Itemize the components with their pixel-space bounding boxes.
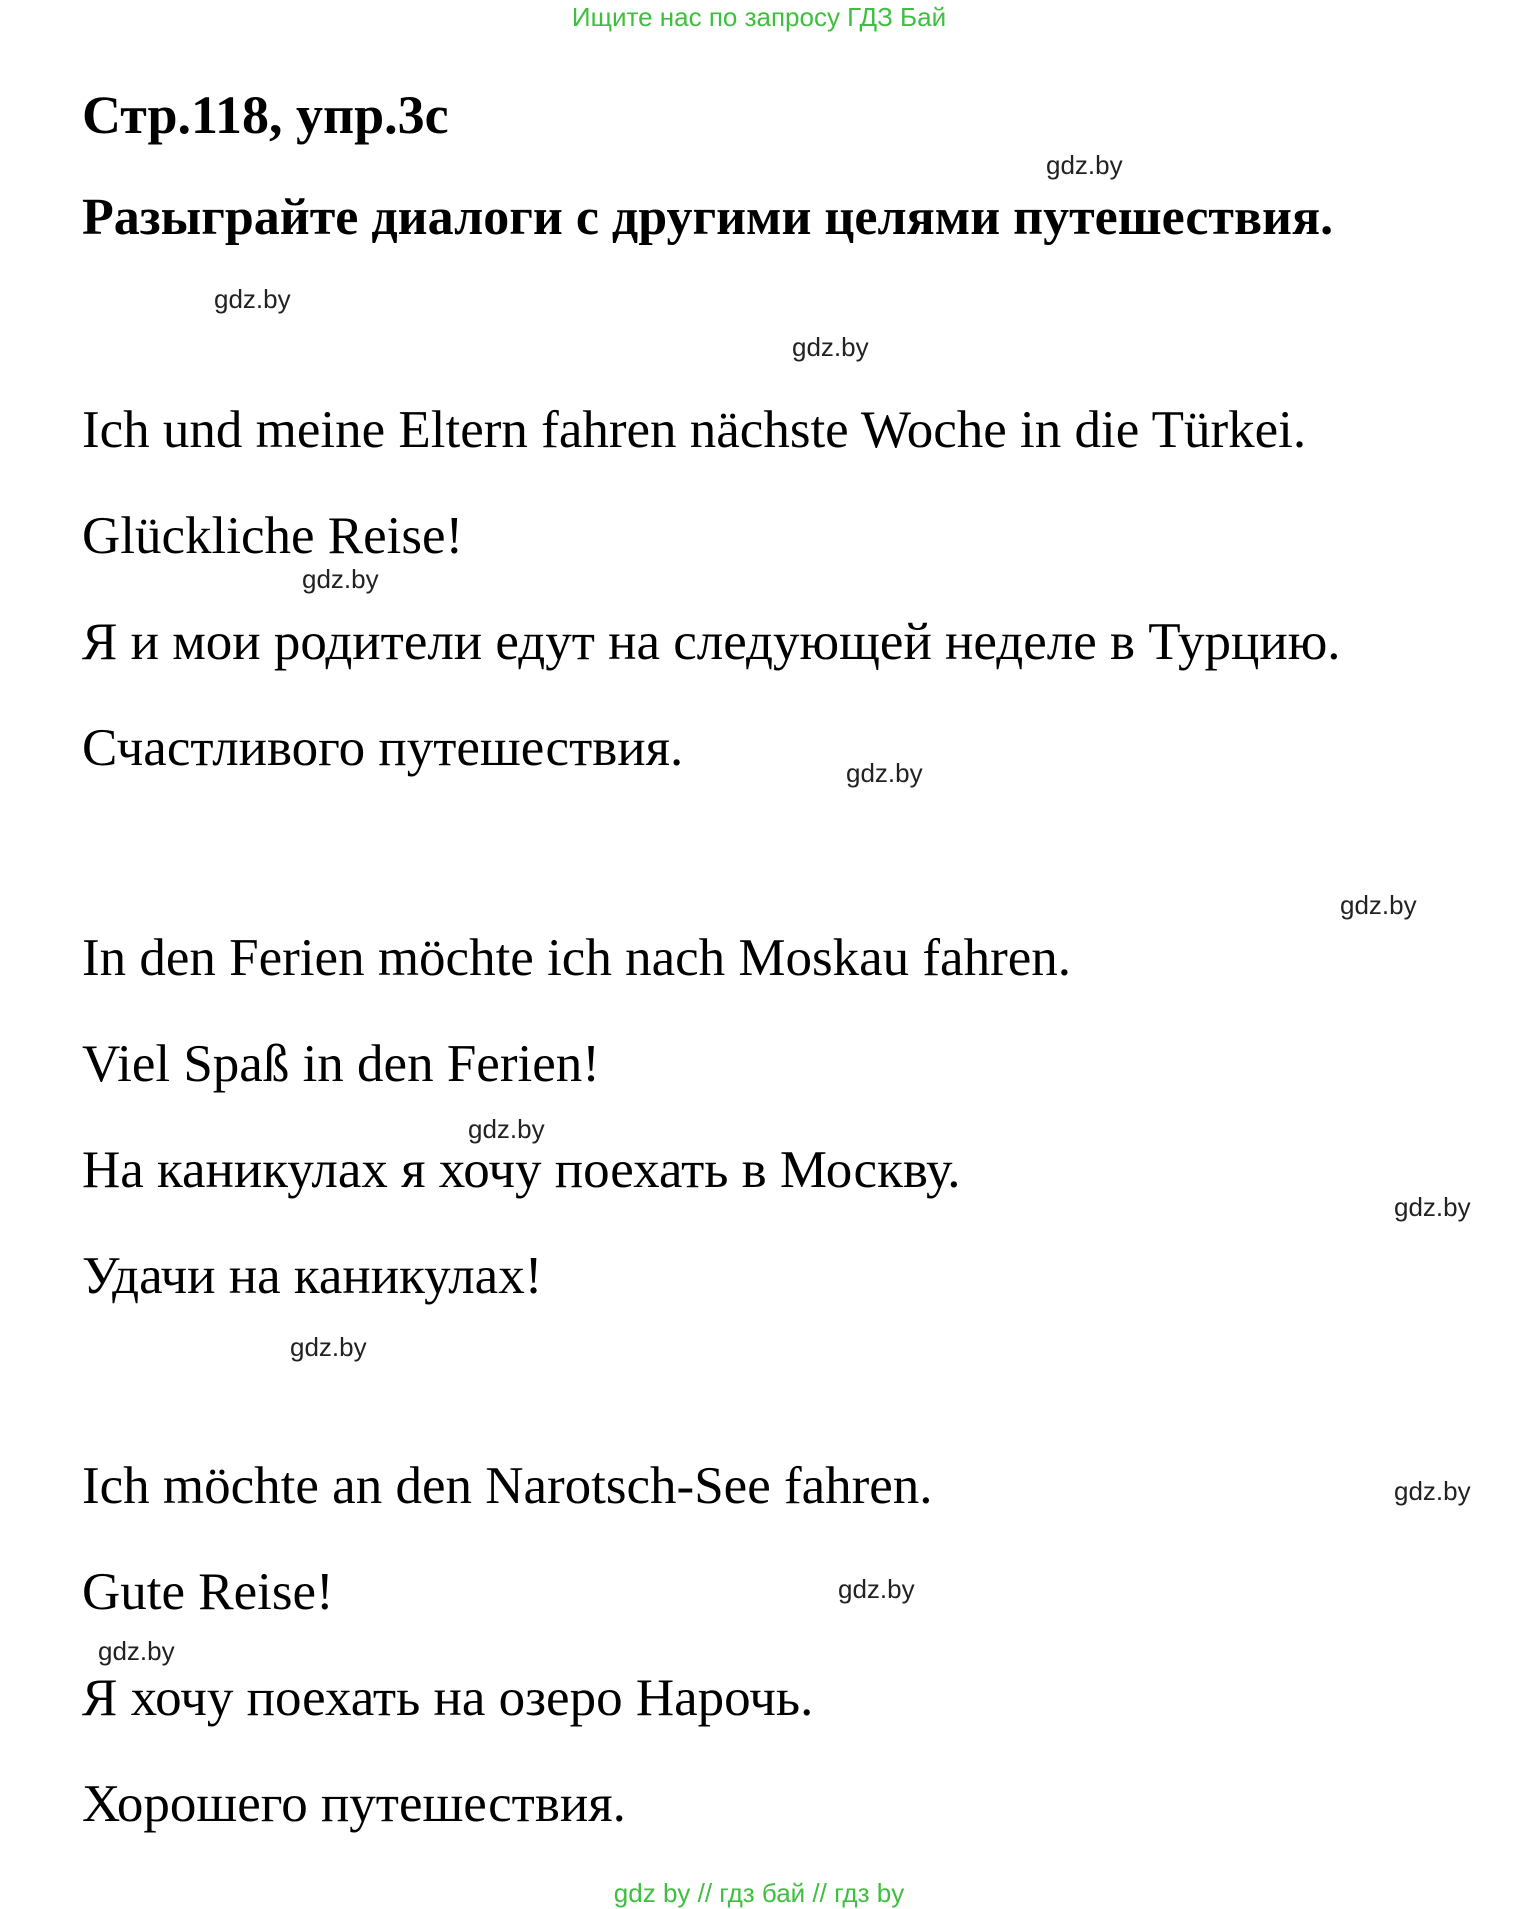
- dialog-1-line-3: Я и мои родители едут на следующей неделе в Турцию.: [82, 613, 1341, 671]
- watermark: gdz.by: [838, 1574, 915, 1604]
- top-banner-link[interactable]: Ищите нас по запросу ГДЗ Бай: [571, 2, 947, 32]
- page-title: Стр.118, упр.3с: [82, 85, 449, 145]
- watermark: gdz.by: [1340, 890, 1417, 920]
- watermark: gdz.by: [846, 758, 923, 788]
- watermark: gdz.by: [98, 1636, 175, 1666]
- watermark: gdz.by: [214, 284, 291, 314]
- watermark: gdz.by: [302, 564, 379, 594]
- dialog-3-line-4: Хорошего путешествия.: [82, 1775, 626, 1833]
- dialog-2-line-2: Viel Spaß in den Ferien!: [82, 1035, 600, 1093]
- dialog-1-line-2: Glückliche Reise!: [82, 507, 464, 565]
- dialog-2-line-3: На каникулах я хочу поехать в Москву.: [82, 1141, 961, 1199]
- task-heading: Разыграйте диалоги с другими целями путешествия.: [82, 189, 1334, 246]
- dialog-3-line-2: Gute Reise!: [82, 1563, 334, 1621]
- dialog-2-line-4: Удачи на каникулах!: [82, 1247, 543, 1305]
- watermark: gdz.by: [1394, 1476, 1471, 1506]
- dialog-3-line-3: Я хочу поехать на озеро Нарочь.: [82, 1669, 814, 1727]
- watermark: gdz.by: [1046, 150, 1123, 180]
- watermark: gdz.by: [468, 1114, 545, 1144]
- footer-links[interactable]: gdz by // гдз бай // гдз by: [613, 1878, 905, 1908]
- dialog-2-line-1: In den Ferien möchte ich nach Moskau fahren.: [82, 929, 1071, 987]
- dialog-1-line-1: Ich und meine Eltern fahren nächste Woche in die Türkei.: [82, 401, 1307, 459]
- watermark: gdz.by: [1394, 1192, 1471, 1222]
- dialog-1-line-4: Счастливого путешествия.: [82, 719, 684, 777]
- dialog-3-line-1: Ich möchte an den Narotsch-See fahren.: [82, 1457, 933, 1515]
- watermark: gdz.by: [290, 1332, 367, 1362]
- watermark: gdz.by: [792, 332, 869, 362]
